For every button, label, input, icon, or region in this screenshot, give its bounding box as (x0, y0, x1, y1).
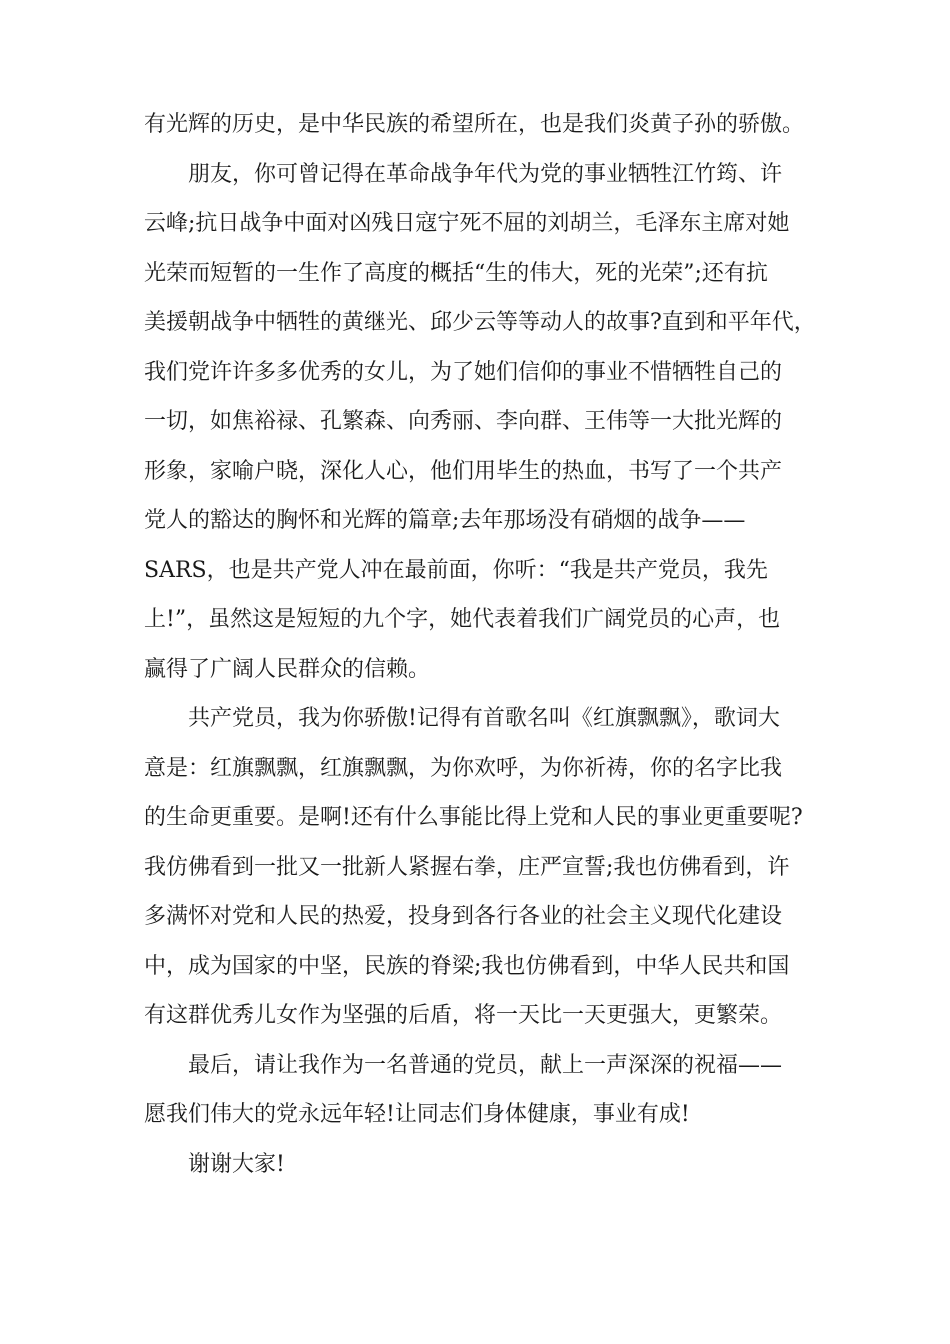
text-line-2: 朋友，你可曾记得在革命战争年代为党的事业牺牲江竹筠、许 (188, 161, 783, 187)
text-line-15: 的生命更重要。是啊!还有什么事能比得上党和人民的事业更重要呢? (144, 805, 803, 830)
text-line-4: 光荣而短暂的一生作了高度的概括“生的伟大，死的光荣”;还有抗 (144, 260, 768, 286)
text-line-20: 最后，请让我作为一名普通的党员，献上一声深深的祝福—— (188, 1052, 783, 1078)
text-line-13: 共产党员，我为你骄傲!记得有首歌名叫《红旗飘飘》，歌词大 (188, 706, 780, 731)
text-line-16: 我仿佛看到一批又一批新人紧握右拳，庄严宣誓;我也仿佛看到，许 (144, 854, 790, 880)
text-line-3: 云峰;抗日战争中面对凶残日寇宁死不屈的刘胡兰，毛泽东主席对她 (144, 211, 790, 236)
text-line-12: 赢得了广阔人民群众的信赖。 (144, 656, 431, 682)
text-line-21: 愿我们伟大的党永远年轻!让同志们身体健康，事业有成! (144, 1102, 690, 1127)
text-line-10: SARS，也是共产党人冲在最前面，你听：“我是共产党员，我先 (144, 557, 768, 583)
text-line-22: 谢谢大家! (188, 1151, 285, 1177)
text-line-7: 一切，如焦裕禄、孔繁森、向秀丽、李向群、王伟等一大批光辉的 (144, 409, 783, 434)
text-line-5: 美援朝战争中牺牲的黄继光、邱少云等等动人的故事?直到和平年代， (144, 310, 816, 335)
text-line-19: 有这群优秀儿女作为坚强的后盾，将一天比一天更强大，更繁荣。 (144, 1003, 783, 1028)
text-line-14: 意是：红旗飘飘，红旗飘飘，为你欢呼，为你祈祷，你的名字比我 (144, 755, 783, 781)
text-line-8: 形象，家喻户晓，深化人心，他们用毕生的热血，书写了一个共产 (144, 458, 783, 484)
body-text (144, 100, 814, 1189)
text-line-11: 上!”，虽然这是短短的九个字，她代表着我们广阔党员的心声，也 (144, 607, 781, 632)
text-line-1: 有光辉的历史，是中华民族的希望所在，也是我们炎黄子孙的骄傲。 (144, 112, 805, 137)
text-line-17: 多满怀对党和人民的热爱，投身到各行各业的社会主义现代化建设 (144, 904, 783, 929)
text-line-9: 党人的豁达的胸怀和光辉的篇章;去年那场没有硝烟的战争—— (144, 508, 746, 533)
text-line-6: 我们党许许多多优秀的女儿，为了她们信仰的事业不惜牺牲自己的 (144, 359, 783, 385)
text-line-18: 中，成为国家的中坚，民族的脊梁;我也仿佛看到，中华人民共和国 (144, 953, 790, 979)
